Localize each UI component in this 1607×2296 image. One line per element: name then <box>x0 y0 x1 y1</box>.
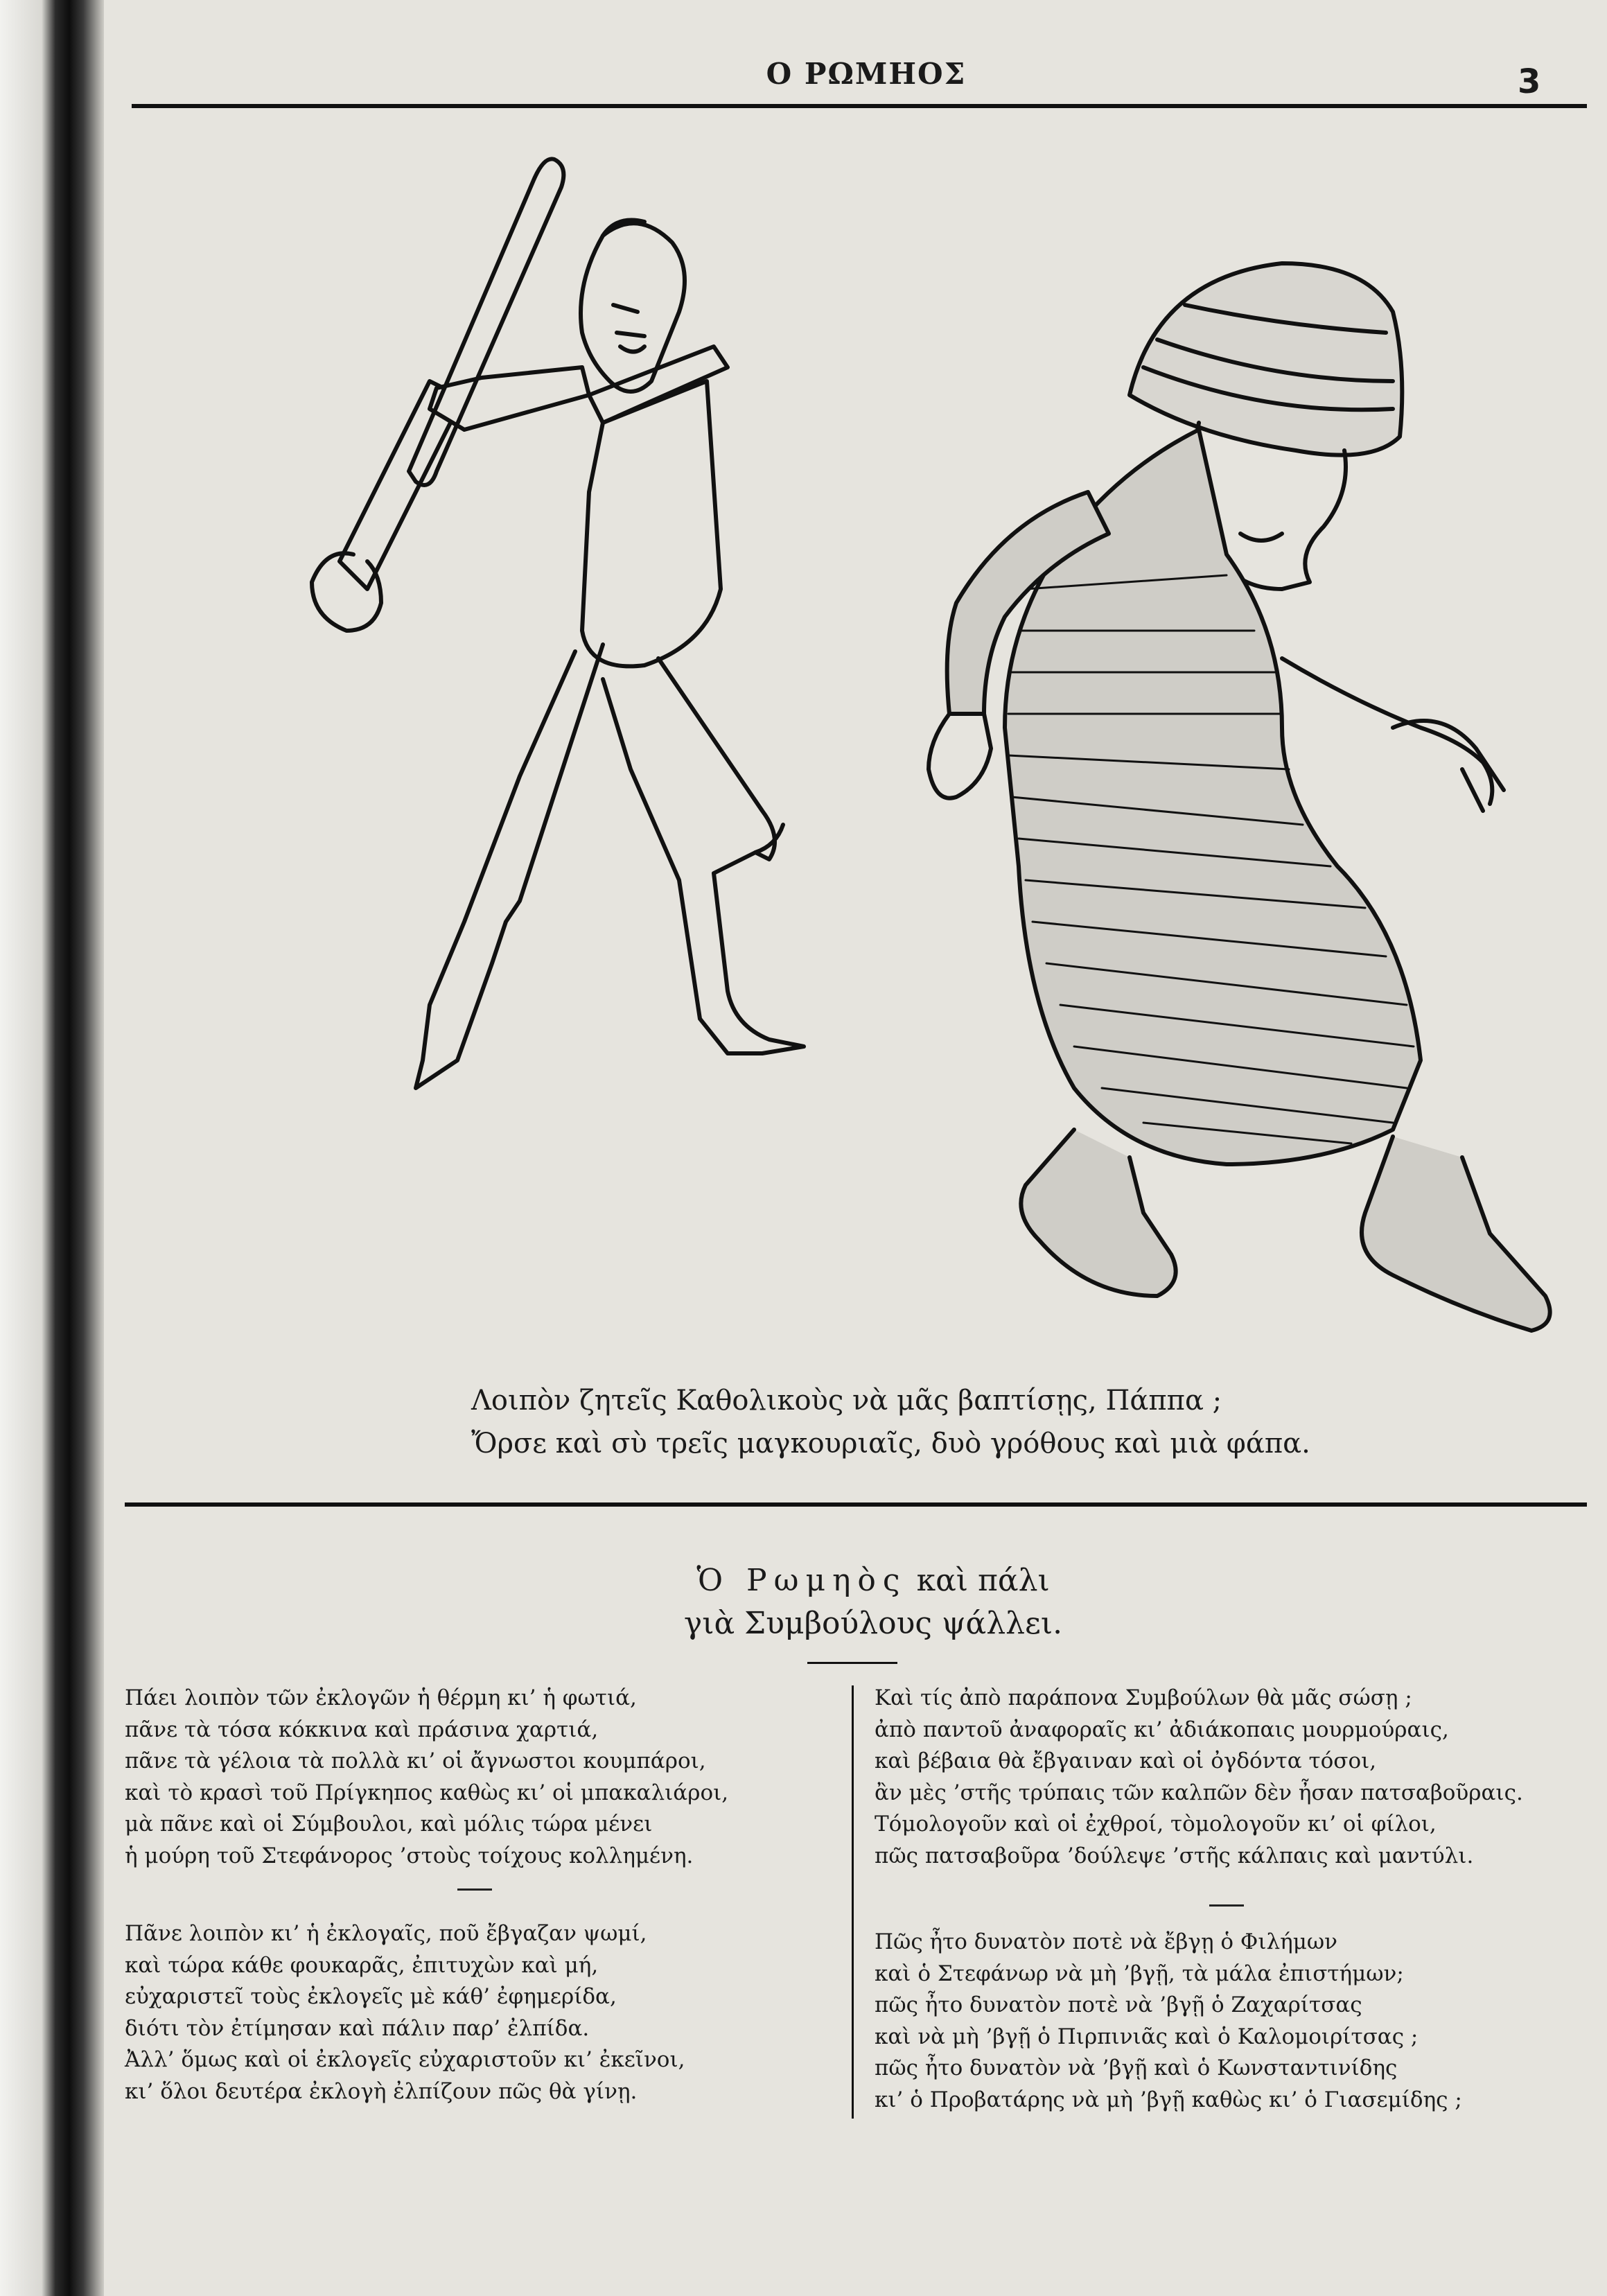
cartoon-illustration <box>104 104 1607 1365</box>
poem-title-spaced: Ὁ Ρωμηὸς <box>696 1563 907 1598</box>
stanza-separator <box>1209 1904 1244 1907</box>
column-divider <box>852 1685 854 2119</box>
poem-right-stanza-2 <box>875 1927 1462 2116</box>
verse-line: πᾶνε τὰ τόσα κόκκινα καὶ πράσινα χαρτιά, <box>125 1717 599 1742</box>
verse-line: πῶς πατσαβοῦρα ’δούλεψε ’στῆς κάλπαις καὶ μαντύλι. <box>875 1843 1474 1868</box>
club-drawing <box>409 159 563 485</box>
poem-title <box>624 1559 1123 1645</box>
verse-line: καὶ βέβαια θὰ ἔβγαιναν καὶ οἱ ὀγδόντα τόσοι, <box>875 1749 1377 1773</box>
verse-line: πᾶνε τὰ γέλοια τὰ πολλὰ κι’ οἱ ἄγνωστοι κουμπάροι, <box>125 1749 706 1773</box>
verse-line: Τόμολογοῦν καὶ οἱ ἐχθροί, τὸμολογοῦν κι’ οἱ φίλοι, <box>875 1812 1437 1837</box>
figure-pope-fleeing <box>929 263 1550 1331</box>
stanza-separator <box>457 1888 492 1891</box>
torso-drawing <box>582 381 721 666</box>
caption-line: Ὄρσε καὶ σὺ τρεῖς μαγκουριαῖς, δυὸ γρόθους καὶ μιὰ φάπα. <box>471 1428 1310 1460</box>
verse-line: ἡ μούρη τοῦ Στεφάνορος ’στοὺς τοίχους κολλημένη. <box>125 1843 694 1868</box>
feet-drawing <box>1021 1130 1175 1296</box>
poem-title-line-2: γιὰ Συμβούλους ψάλλει. <box>683 1606 1063 1641</box>
fist-drawing <box>312 553 381 631</box>
poem-left-stanza-2 <box>125 1918 685 2107</box>
verse-line: κι’ ὅλοι δευτέρα ἐκλογὴ ἐλπίζουν πῶς θὰ γίνῃ. <box>125 2078 638 2104</box>
head-drawing <box>581 223 685 392</box>
poem-left-stanza-1 <box>125 1683 728 1872</box>
verse-line: πῶς ἦτο δυνατὸν νὰ ’βγῇ καὶ ὁ Κωνσταντινίδης <box>875 2056 1398 2080</box>
cartoon-caption <box>471 1379 1372 1465</box>
poem-title-line-1 <box>624 1559 1123 1602</box>
verse-line: καὶ τώρα κάθε φουκαρᾶς, ἐπιτυχὼν καὶ μή, <box>125 1952 599 1978</box>
binding-gutter <box>0 0 104 2296</box>
verse-line: ἀπὸ παντοῦ ἀναφοραῖς κι’ ἀδιάκοπαις μουρμούραις, <box>875 1717 1449 1742</box>
verse-line: καὶ τὸ κρασὶ τοῦ Πρίγκηπος καθὼς κι’ οἱ μπακαλιάροι, <box>125 1780 729 1805</box>
poem-right-stanza-1 <box>875 1683 1523 1872</box>
verse-line: καὶ ὁ Στεφάνωρ νὰ μὴ ’βγῇ, τὰ μάλα ἐπιστήμων; <box>875 1961 1404 1986</box>
title-underline <box>807 1662 897 1664</box>
verse-line: Πᾶνε λοιπὸν κι’ ἡ ἐκλογαῖς, ποῦ ἔβγαζαν ψωμί, <box>125 1921 647 1946</box>
poem-title-rest: καὶ πάλι <box>916 1563 1050 1598</box>
verse-line: διότι τὸν ἐτίμησαν καὶ πάλιν παρ’ ἐλπίδα. <box>125 2015 590 2041</box>
raised-arm-drawing <box>430 367 589 430</box>
verse-line: πῶς ἦτο δυνατὸν ποτὲ νὰ ’βγῇ ὁ Ζαχαρίτσας <box>875 1992 1362 2017</box>
verse-line: Καὶ τίς ἀπὸ παράπονα Συμβούλων θὰ μᾶς σώσῃ ; <box>875 1685 1412 1710</box>
figure-with-club <box>312 159 804 1088</box>
legs-drawing <box>416 645 603 1088</box>
verse-line: Πῶς ἦτο δυνατὸν ποτὲ νὰ ἔβγῃ ὁ Φιλήμων <box>875 1929 1337 1954</box>
page-number: 3 <box>1518 62 1541 101</box>
caption-line: Λοιπὸν ζητεῖς Καθολικοὺς νὰ μᾶς βαπτίσῃς, Πάππα ; <box>471 1385 1222 1417</box>
verse-line: ἂν μὲς ’στῆς τρύπαις τῶν καλπῶν δὲν ἦσαν πατσαβοῦραις. <box>875 1780 1523 1805</box>
masthead-title: Ο ΡΩΜΗΟΣ <box>766 57 967 91</box>
verse-line: κι’ ὁ Προβατάρης νὰ μὴ ’βγῇ καθὼς κι’ ὁ Γιασεμίδης ; <box>875 2087 1462 2112</box>
verse-line: εὐχαριστεῖ τοὺς ἐκλογεῖς μὲ κάθ’ ἐφημερίδα, <box>125 1984 617 2009</box>
verse-line: Ἀλλ’ ὅμως καὶ οἱ ἐκλογεῖς εὐχαριστοῦν κι’ ἐκεῖνοι, <box>125 2047 685 2072</box>
verse-line: μὰ πᾶνε καὶ οἱ Σύμβουλοι, καὶ μόλις τώρα μένει <box>125 1812 653 1837</box>
section-rule <box>125 1502 1587 1507</box>
verse-line: Πάει λοιπὸν τῶν ἐκλογῶν ἡ θέρμη κι’ ἡ φωτιά, <box>125 1685 637 1710</box>
papal-tiara-drawing <box>1130 263 1402 455</box>
verse-line: καὶ νὰ μὴ ’βγῇ ὁ Πιρπινιᾶς καὶ ὁ Καλομοιρίτσας ; <box>875 2024 1419 2049</box>
